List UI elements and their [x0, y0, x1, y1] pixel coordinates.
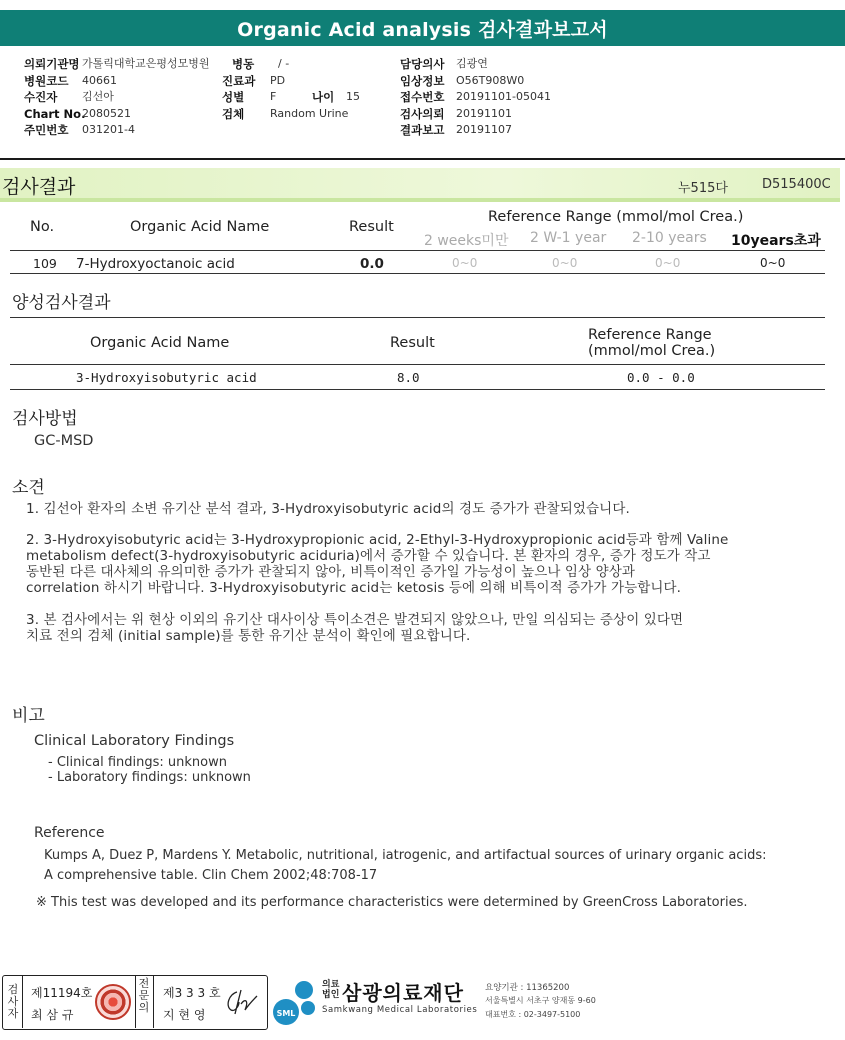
- opinion-p2-l3: 동반된 다른 대사체의 유의미한 증가가 관찰되지 않아, 비특이적인 증가일 가능성이 높으나 임상 양상과: [26, 564, 636, 580]
- specimen-value: Random Urine: [270, 106, 349, 120]
- patient-value: 김선아: [82, 90, 114, 103]
- t1-row-no: 109: [33, 256, 57, 271]
- t2-header-name: Organic Acid Name: [90, 335, 230, 351]
- t2-row-name: 3-Hydroxyisobutyric acid: [76, 370, 257, 385]
- opinion-p1: 1. 김선아 환자의 소변 유기산 분석 결과, 3-Hydroxyisobutyric acid의 경도 증가가 관찰되었습니다.: [26, 501, 630, 517]
- t1-row-name: 7-Hydroxyoctanoic acid: [76, 256, 235, 272]
- t1-header-no: No.: [30, 219, 55, 235]
- opinion-section-title: 소견: [12, 478, 45, 498]
- header-divider: [0, 158, 845, 160]
- reference-line-1: Kumps A, Duez P, Mardens Y. Metabolic, nutritional, iatrogenic, and artifactual sources of urinary organic acids:: [44, 848, 767, 863]
- t2-row-result: 8.0: [397, 370, 420, 385]
- inspector-vertical-label: 검사자: [7, 983, 19, 1020]
- remarks-line-1: - Clinical findings: unknown: [48, 755, 227, 770]
- t1-row-ref-1: 0~0: [452, 256, 478, 270]
- age-label: 나이: [312, 90, 335, 104]
- method-section-title: 검사방법: [12, 409, 78, 429]
- sml-logo-text: SML: [276, 1009, 296, 1018]
- reference-line-2: A comprehensive table. Clin Chem 2002;48:708-17: [44, 868, 378, 883]
- inspector-seal-icon: [95, 984, 131, 1020]
- result-code-1: 누515다: [678, 181, 728, 196]
- report-title: Organic Acid analysis 검사결과보고서: [0, 10, 845, 46]
- sex-label: 성별: [222, 90, 245, 104]
- t2-header-ref-2: (mmol/mol Crea.): [588, 343, 716, 359]
- patient-info-right: [400, 56, 700, 139]
- doctor-label: 담당의사: [400, 57, 445, 71]
- specialist-vertical-label: 전문의: [138, 977, 150, 1014]
- opinion-p2-l2: metabolism defect(3-hydroxyisobutyric aciduria)에서 증가할 수 있습니다. 본 환자의 경우, 증가 정도가 작고: [26, 548, 711, 564]
- t1-row-ref-3: 0~0: [655, 256, 681, 270]
- sex-value: F: [270, 90, 277, 103]
- t2-header-result: Result: [390, 335, 435, 351]
- remarks-section-title: 비고: [12, 706, 45, 726]
- id-label: 주민번호: [24, 123, 69, 137]
- id-value: 031201-4: [82, 123, 135, 136]
- logo-small-text: 의료법인: [322, 980, 340, 1000]
- t2-header-ref-1: Reference Range: [588, 327, 712, 343]
- hospital-label: 의뢰기관명: [24, 57, 80, 71]
- sig-divider-1: [22, 976, 23, 1028]
- t1-sub-3: 2-10 years: [632, 230, 707, 246]
- logo-english: Samkwang Medical Laboratories: [322, 1005, 478, 1015]
- inspector-name: 최 삼 규: [31, 1008, 74, 1022]
- logo-name: 삼광의료재단: [342, 981, 464, 1005]
- specimen-label: 검체: [222, 106, 245, 121]
- ward-label: 병동: [232, 57, 255, 71]
- opinion-p3-l1: 3. 본 검사에서는 위 현상 이외의 유기산 대사이상 특이소견은 발견되지 않았으나, 만일 의심되는 증상이 있다면: [26, 612, 684, 628]
- ward-value: / -: [278, 57, 290, 70]
- dept-value: PD: [270, 73, 286, 87]
- t1-sub-4: 10years초과: [731, 233, 821, 249]
- result-code-2: D515400C: [762, 177, 831, 192]
- report-value: 20191107: [456, 123, 512, 136]
- patient-label: 수진자: [24, 90, 58, 104]
- doctor-value: 김광연: [456, 57, 488, 70]
- result-section-title: 검사결과: [2, 176, 76, 198]
- sig-divider-2: [135, 976, 136, 1028]
- hospital-value: 가톨릭대학교은평성모병원: [82, 57, 210, 70]
- t2-header-rule: [10, 364, 825, 365]
- receipt-label: 접수번호: [400, 90, 445, 104]
- t1-sub-2: 2 W-1 year: [530, 230, 607, 246]
- code-label: 병원코드: [24, 73, 69, 88]
- t2-row-ref: 0.0 - 0.0: [627, 370, 695, 385]
- request-value: 20191101: [456, 106, 512, 120]
- inspector-license: 제11194호: [31, 986, 93, 1000]
- remarks-line-2: - Laboratory findings: unknown: [48, 770, 251, 785]
- logo-addr-2: 서울특별시 서초구 양재동 9-60: [485, 996, 596, 1005]
- reference-title: Reference: [34, 825, 105, 841]
- clinical-label: 임상정보: [400, 73, 445, 88]
- logo-addr-1: 요양기관 : 11365200: [485, 983, 570, 993]
- t1-header-name: Organic Acid Name: [130, 219, 270, 235]
- t1-row-ref-4: 0~0: [760, 256, 786, 270]
- specialist-signature-icon: [223, 986, 259, 1018]
- request-label: 검사의뢰: [400, 106, 445, 121]
- patient-info-left: [24, 56, 384, 139]
- t1-header-result: Result: [349, 219, 394, 235]
- opinion-p2-l1: 2. 3-Hydroxyisobutyric acid는 3-Hydroxypropionic acid, 2-Ethyl-3-Hydroxypropionic acid등과 함께 Valine: [26, 532, 729, 548]
- sml-logo-icon: [272, 978, 318, 1026]
- opinion-p3-l2: 치료 전의 검체 (initial sample)를 통한 유기산 분석이 확인에 필요합니다.: [26, 628, 471, 644]
- specialist-name: 지 현 영: [163, 1008, 206, 1022]
- t2-top-rule: [10, 317, 825, 318]
- disclaimer-note: ※ This test was developed and its performance characteristics were determined by GreenCross Laboratories.: [36, 895, 748, 910]
- signature-box: [2, 975, 268, 1030]
- dept-label: 진료과: [222, 73, 256, 88]
- t1-header-ref: Reference Range (mmol/mol Crea.): [488, 209, 744, 225]
- method-value: GC-MSD: [34, 433, 94, 449]
- chart-label: Chart No.: [24, 106, 86, 121]
- t1-sub-1: 2 weeks미만: [424, 233, 509, 249]
- clinical-value: O56T908W0: [456, 73, 525, 87]
- remarks-subtitle: Clinical Laboratory Findings: [34, 733, 235, 749]
- t1-bottom-rule: [10, 273, 825, 274]
- receipt-value: 20191101-05041: [456, 90, 551, 103]
- positive-section-title: 양성검사결과: [12, 293, 111, 313]
- opinion-p2-l4: correlation 하시기 바랍니다. 3-Hydroxyisobutyric acid는 ketosis 등에 의해 비특이적 증가가 가능합니다.: [26, 580, 682, 596]
- t2-bottom-rule: [10, 389, 825, 390]
- report-label: 결과보고: [400, 123, 445, 137]
- code-value: 40661: [82, 73, 117, 87]
- logo-addr-3: 대표번호 : 02-3497-5100: [485, 1010, 581, 1019]
- sig-divider-3: [153, 976, 154, 1028]
- t1-row-ref-2: 0~0: [552, 256, 578, 270]
- specialist-license: 제3 3 3 호: [163, 986, 221, 1000]
- chart-value: 2080521: [82, 106, 131, 120]
- age-value: 15: [346, 90, 360, 103]
- t1-header-rule: [10, 250, 825, 251]
- t1-row-result: 0.0: [360, 256, 384, 272]
